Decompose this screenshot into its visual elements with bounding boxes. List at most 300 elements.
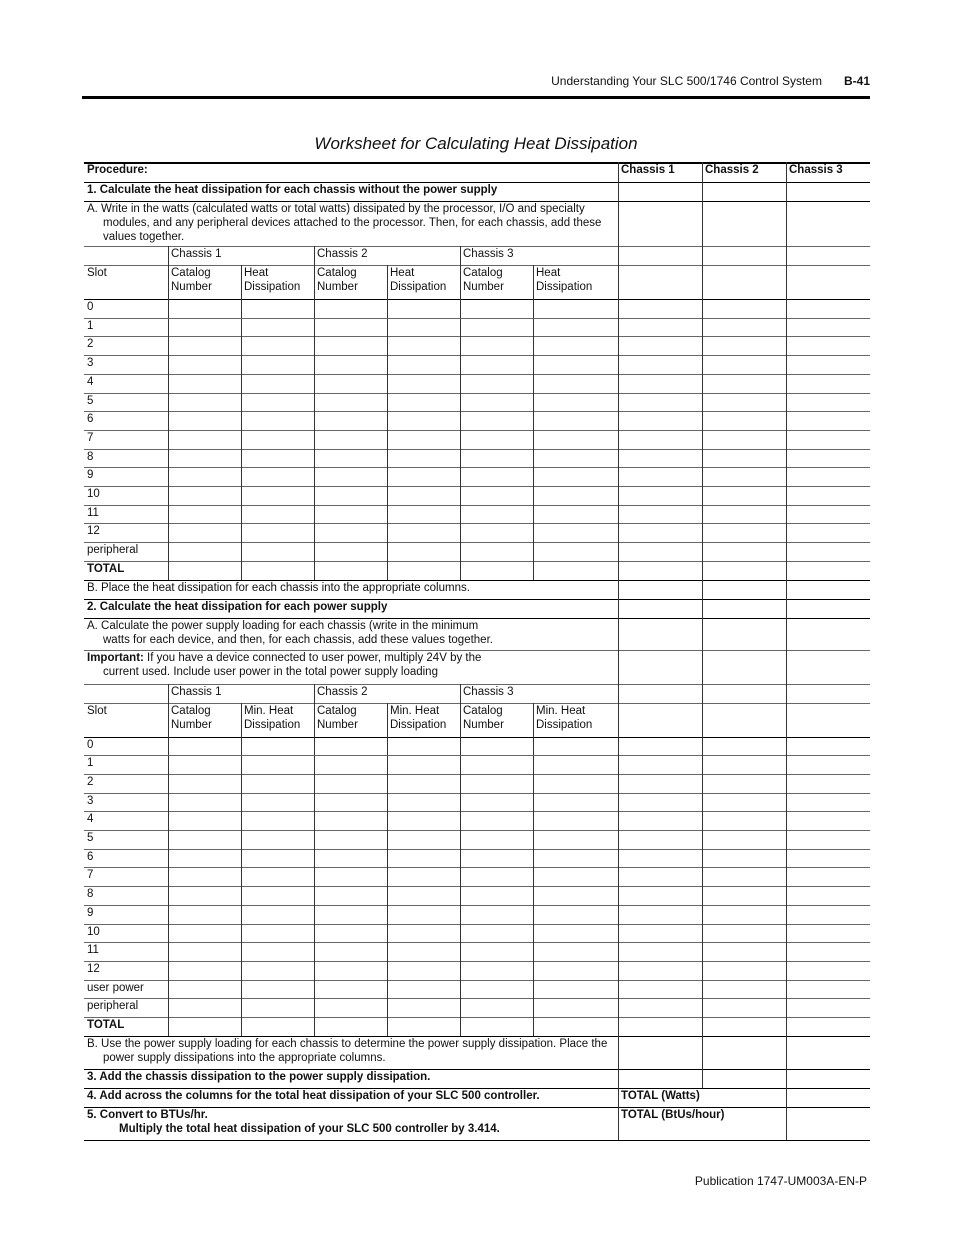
step-2-entry-cell[interactable] xyxy=(460,961,533,980)
step-1-entry-cell[interactable] xyxy=(241,318,314,337)
step-2-slot-row xyxy=(84,961,870,980)
step-2-entry-cell[interactable] xyxy=(387,830,460,849)
step-2-entry-cell[interactable] xyxy=(314,886,387,905)
step-1-entry-cell[interactable] xyxy=(168,523,241,542)
step-2-entry-cell[interactable] xyxy=(314,737,387,756)
step-2-entry-cell[interactable] xyxy=(168,755,241,774)
step-2-column-header-row xyxy=(84,703,870,737)
step-1-entry-cell[interactable] xyxy=(533,449,618,468)
step-1-entry-cell[interactable] xyxy=(314,411,387,430)
chassis-2-header: Chassis 2 xyxy=(705,164,759,176)
step-1-entry-cell[interactable] xyxy=(460,467,533,486)
step-2-slot-label: 0 xyxy=(87,738,94,751)
step-2-entry-cell[interactable] xyxy=(241,998,314,1017)
step-1-entry-cell[interactable] xyxy=(533,430,618,449)
step-2-entry-cell[interactable] xyxy=(460,998,533,1017)
step-1-entry-cell[interactable] xyxy=(314,393,387,412)
step-2-entry-cell[interactable] xyxy=(387,737,460,756)
step-2-entry-cell[interactable] xyxy=(533,942,618,961)
step-2-entry-cell[interactable] xyxy=(460,755,533,774)
step-2-entry-cell[interactable] xyxy=(314,998,387,1017)
step-1-entry-cell[interactable] xyxy=(168,467,241,486)
step-1-entry-cell[interactable] xyxy=(460,411,533,430)
chassis-3-entry-cell[interactable] xyxy=(786,1036,870,1069)
step-1-entry-cell[interactable] xyxy=(533,467,618,486)
step-2-slot-label: 6 xyxy=(87,850,94,863)
important-note xyxy=(84,650,618,684)
step-2-entry-cell[interactable] xyxy=(241,811,314,830)
step-1-slot-label: 11 xyxy=(87,506,99,519)
step-1-entry-cell[interactable] xyxy=(533,318,618,337)
step-1-entry-cell[interactable] xyxy=(460,449,533,468)
step-2-total-label: TOTAL xyxy=(87,1019,125,1031)
step-1-entry-cell[interactable] xyxy=(533,411,618,430)
step-2-entry-cell[interactable] xyxy=(533,905,618,924)
step-2-entry-cell[interactable] xyxy=(314,849,387,868)
step-2-slot-row xyxy=(84,755,870,774)
step-1-total-label: TOTAL xyxy=(87,562,125,575)
step-1-slot-row xyxy=(84,393,870,412)
step-2-entry-cell[interactable] xyxy=(460,849,533,868)
step-2-entry-cell[interactable] xyxy=(533,867,618,886)
step-2-slot-label: 7 xyxy=(87,869,94,882)
step-2-entry-cell[interactable] xyxy=(314,924,387,943)
chassis-1-entry-cell[interactable] xyxy=(618,1069,702,1088)
step-1-entry-cell[interactable] xyxy=(533,374,618,393)
step-1-column-rule xyxy=(460,246,461,580)
step-5-text xyxy=(84,1107,618,1140)
step-2-entry-cell[interactable] xyxy=(168,830,241,849)
step-1-entry-cell[interactable] xyxy=(460,523,533,542)
step-1-entry-cell[interactable] xyxy=(241,355,314,374)
total-btu-entry[interactable] xyxy=(786,1107,870,1140)
step-2-entry-cell[interactable] xyxy=(387,942,460,961)
step-1-entry-cell[interactable] xyxy=(241,449,314,468)
step-1-entry-cell[interactable] xyxy=(387,449,460,468)
step-2-entry-cell[interactable] xyxy=(460,793,533,812)
step-1-entry-cell[interactable] xyxy=(387,374,460,393)
chassis-column-rule xyxy=(786,162,787,1140)
worksheet-title: Worksheet for Calculating Heat Dissipation xyxy=(314,134,638,153)
step-1-entry-cell[interactable] xyxy=(533,505,618,524)
step-1-entry-cell[interactable] xyxy=(460,486,533,505)
step-1-total-entry[interactable] xyxy=(168,561,241,580)
step-2-entry-cell[interactable] xyxy=(168,737,241,756)
step-1-entry-cell[interactable] xyxy=(241,336,314,355)
step-1-entry-cell[interactable] xyxy=(387,430,460,449)
step-1-slot-label: 5 xyxy=(87,394,94,407)
step-1-entry-cell[interactable] xyxy=(241,374,314,393)
step-2-slot-label: peripheral xyxy=(87,1000,139,1013)
step-1-total-entry[interactable] xyxy=(533,561,618,580)
step-2-entry-cell[interactable] xyxy=(533,737,618,756)
chassis-1-entry-cell[interactable] xyxy=(618,580,702,599)
step-1-entry-cell[interactable] xyxy=(387,299,460,318)
step-1-entry-cell[interactable] xyxy=(168,486,241,505)
step-2-entry-cell[interactable] xyxy=(387,755,460,774)
step-4-text: 4. Add across the columns for the total heat dissipation of your SLC 500 controller. xyxy=(87,1089,540,1102)
step-2-entry-cell[interactable] xyxy=(168,811,241,830)
step-2-slot-label: 2 xyxy=(87,775,94,788)
step-2-catalog-number-header: Catalog Number xyxy=(171,704,212,731)
heat-dissipation-worksheet xyxy=(84,162,870,1138)
step-1-entry-cell[interactable] xyxy=(387,505,460,524)
step-2-column-rule xyxy=(460,684,461,1036)
step-2-group-chassis-1: Chassis 1 xyxy=(171,685,222,698)
step-1-entry-cell[interactable] xyxy=(387,355,460,374)
step-2-entry-cell[interactable] xyxy=(168,980,241,999)
step-2-entry-cell[interactable] xyxy=(387,886,460,905)
step-2-slot-row xyxy=(84,886,870,905)
step-1-entry-cell[interactable] xyxy=(460,505,533,524)
chassis-1-entry-cell[interactable] xyxy=(618,1036,702,1069)
step-2-slot-label: 4 xyxy=(87,813,94,826)
step-1-entry-cell[interactable] xyxy=(314,523,387,542)
publication-footer: Publication 1747-UM003A-EN-P xyxy=(694,1174,867,1188)
step-2a-line-1: A. Calculate the power supply loading for each chassis (write in the minimum xyxy=(87,619,479,632)
step-1-entry-cell[interactable] xyxy=(314,374,387,393)
step-2-entry-cell[interactable] xyxy=(314,942,387,961)
step-1b-text: B. Place the heat dissipation for each chassis into the appropriate columns. xyxy=(87,581,470,594)
step-2-entry-cell[interactable] xyxy=(241,886,314,905)
step-1-entry-cell[interactable] xyxy=(241,430,314,449)
step-2-entry-cell[interactable] xyxy=(387,849,460,868)
step-2-entry-cell[interactable] xyxy=(241,867,314,886)
step-2-entry-cell[interactable] xyxy=(241,755,314,774)
step-1-slot-label: 10 xyxy=(87,488,100,500)
step-1-slot-label: 7 xyxy=(87,431,94,444)
step-1-entry-cell[interactable] xyxy=(314,336,387,355)
step-5-line-2: Multiply the total heat dissipation of your SLC 500 controller by 3.414. xyxy=(119,1122,500,1135)
step-1-entry-cell[interactable] xyxy=(387,336,460,355)
step-1-slot-row xyxy=(84,411,870,430)
step-2-entry-cell[interactable] xyxy=(241,737,314,756)
step-1-catalog-number-header: Catalog Number xyxy=(317,267,358,293)
row-rule xyxy=(84,1140,870,1141)
step-2-entry-cell[interactable] xyxy=(387,961,460,980)
step-1-entry-cell[interactable] xyxy=(241,393,314,412)
step-1-slot-row xyxy=(84,486,870,505)
step-2-entry-cell[interactable] xyxy=(241,905,314,924)
step-1-entry-cell[interactable] xyxy=(314,355,387,374)
step-2-catalog-number-header: Catalog Number xyxy=(317,704,358,731)
step-2-heading: 2. Calculate the heat dissipation for each power supply xyxy=(87,600,388,613)
step-2-entry-cell[interactable] xyxy=(314,755,387,774)
step-1-slot-row xyxy=(84,355,870,374)
step-2-entry-cell[interactable] xyxy=(314,774,387,793)
step-1-entry-cell[interactable] xyxy=(314,486,387,505)
step-1-entry-cell[interactable] xyxy=(168,299,241,318)
step-1-entry-cell[interactable] xyxy=(241,523,314,542)
step-2-slot-row xyxy=(84,867,870,886)
step-1-slot-row xyxy=(84,505,870,524)
step-1-slot-row xyxy=(84,523,870,542)
page-header xyxy=(82,74,870,92)
step-2-slot-row xyxy=(84,737,870,756)
step-2b-text: B. Use the power supply loading for each chassis to determine the power supply dissipation. Place the power supply dissipations into the appropriate columns. xyxy=(87,1037,608,1064)
step-1b-row xyxy=(84,580,870,599)
step-2-slot-label: 5 xyxy=(87,832,94,844)
step-2-entry-cell[interactable] xyxy=(460,774,533,793)
step-1-entry-cell[interactable] xyxy=(168,449,241,468)
step-1-group-header-row xyxy=(84,246,870,265)
step-1-entry-cell[interactable] xyxy=(168,318,241,337)
step-2-entry-cell[interactable] xyxy=(460,886,533,905)
chassis-3-entry-cell[interactable] xyxy=(786,1069,870,1088)
step-2-entry-cell[interactable] xyxy=(533,811,618,830)
step-1-entry-cell[interactable] xyxy=(533,299,618,318)
step-2-entry-cell[interactable] xyxy=(460,942,533,961)
step-1-entry-cell[interactable] xyxy=(460,355,533,374)
step-1-heat-dissipation-header: Heat Dissipation xyxy=(390,267,447,293)
step-1-entry-cell[interactable] xyxy=(387,523,460,542)
step-2-entry-cell[interactable] xyxy=(314,793,387,812)
step-1-column-rule xyxy=(533,265,534,580)
step-1-slot-label: 1 xyxy=(87,319,94,332)
step-2a-line-2: watts for each device, and then, for each chassis, add these values together. xyxy=(103,633,493,646)
step-2-entry-cell[interactable] xyxy=(460,737,533,756)
step-3-text: 3. Add the chassis dissipation to the power supply dissipation. xyxy=(87,1070,431,1083)
step-2-slot-row xyxy=(84,849,870,868)
step-2-entry-cell[interactable] xyxy=(168,942,241,961)
step-2-entry-cell[interactable] xyxy=(533,755,618,774)
step-1-heading-row xyxy=(84,182,870,201)
step-2a-row xyxy=(84,618,870,650)
step-2-entry-cell[interactable] xyxy=(168,886,241,905)
step-2-entry-cell[interactable] xyxy=(168,905,241,924)
step-2-entry-cell[interactable] xyxy=(168,867,241,886)
step-1-entry-cell[interactable] xyxy=(314,542,387,561)
step-2-entry-cell[interactable] xyxy=(168,998,241,1017)
step-2-entry-cell[interactable] xyxy=(387,867,460,886)
step-2-total-entry[interactable] xyxy=(533,1017,618,1036)
step-2-total-entry[interactable] xyxy=(241,1017,314,1036)
step-1-slot-header: Slot xyxy=(87,267,107,279)
step-1-entry-cell[interactable] xyxy=(533,336,618,355)
chassis-2-entry-cell[interactable] xyxy=(702,1036,786,1069)
chassis-1-header: Chassis 1 xyxy=(621,164,675,176)
step-1-column-rule xyxy=(387,265,388,580)
step-2-slot-row xyxy=(84,905,870,924)
step-1-entry-cell[interactable] xyxy=(460,374,533,393)
step-1-entry-cell[interactable] xyxy=(460,542,533,561)
step-2-slot-label: 9 xyxy=(87,906,94,919)
step-1-slot-label: 12 xyxy=(87,525,100,538)
step-2-column-rule xyxy=(168,684,169,1036)
step-2-entry-cell[interactable] xyxy=(314,980,387,999)
step-2-entry-cell[interactable] xyxy=(533,980,618,999)
step-2-group-header-row xyxy=(84,684,870,703)
step-2-entry-cell[interactable] xyxy=(533,830,618,849)
step-2-entry-cell[interactable] xyxy=(533,961,618,980)
step-1-entry-cell[interactable] xyxy=(314,430,387,449)
step-2-slot-label: 11 xyxy=(87,944,99,957)
step-1-entry-cell[interactable] xyxy=(314,318,387,337)
step-1-entry-cell[interactable] xyxy=(460,336,533,355)
step-2-entry-cell[interactable] xyxy=(241,961,314,980)
step-2-slot-row xyxy=(84,980,870,999)
step-1-entry-cell[interactable] xyxy=(168,505,241,524)
step-2-entry-cell[interactable] xyxy=(168,774,241,793)
step-2-entry-cell[interactable] xyxy=(314,961,387,980)
important-label: Important: xyxy=(87,651,144,664)
step-1-group-chassis-1: Chassis 1 xyxy=(171,248,222,260)
step-1-entry-cell[interactable] xyxy=(314,449,387,468)
step-2-entry-cell[interactable] xyxy=(314,867,387,886)
chassis-2-entry-cell[interactable] xyxy=(702,580,786,599)
step-1-total-entry[interactable] xyxy=(241,561,314,580)
step-2-total-entry[interactable] xyxy=(168,1017,241,1036)
step-2-entry-cell[interactable] xyxy=(533,774,618,793)
step-1-entry-cell[interactable] xyxy=(387,411,460,430)
step-2-entry-cell[interactable] xyxy=(460,867,533,886)
step-1-entry-cell[interactable] xyxy=(241,505,314,524)
step-2-total-entry[interactable] xyxy=(460,1017,533,1036)
step-2-entry-cell[interactable] xyxy=(314,830,387,849)
step-1-entry-cell[interactable] xyxy=(533,393,618,412)
step-2-heading-row xyxy=(84,599,870,618)
step-2-entry-cell[interactable] xyxy=(460,980,533,999)
step-2-entry-cell[interactable] xyxy=(168,924,241,943)
step-2a-text xyxy=(84,618,618,650)
step-2-entry-cell[interactable] xyxy=(387,793,460,812)
step-2-group-chassis-2: Chassis 2 xyxy=(317,685,368,698)
step-1-catalog-number-header: Catalog Number xyxy=(171,267,212,293)
step-1-entry-cell[interactable] xyxy=(533,486,618,505)
step-1-entry-cell[interactable] xyxy=(168,542,241,561)
step-2-entry-cell[interactable] xyxy=(168,961,241,980)
step-1-entry-cell[interactable] xyxy=(241,411,314,430)
step-1-entry-cell[interactable] xyxy=(387,393,460,412)
step-1-slot-label: 3 xyxy=(87,357,94,370)
step-2-entry-cell[interactable] xyxy=(387,905,460,924)
chassis-column-rule xyxy=(702,162,703,1088)
header-rule xyxy=(82,96,870,99)
step-2-entry-cell[interactable] xyxy=(241,942,314,961)
step-1-entry-cell[interactable] xyxy=(533,355,618,374)
chassis-3-header: Chassis 3 xyxy=(789,164,843,176)
step-1-entry-cell[interactable] xyxy=(241,486,314,505)
important-line-1: If you have a device connected to user power, multiply 24V by the xyxy=(143,651,482,664)
step-1-entry-cell[interactable] xyxy=(168,355,241,374)
step-1-slot-row xyxy=(84,299,870,318)
step-2-entry-cell[interactable] xyxy=(168,793,241,812)
step-2-slot-row xyxy=(84,924,870,943)
step-1-entry-cell[interactable] xyxy=(241,299,314,318)
step-1-entry-cell[interactable] xyxy=(168,430,241,449)
step-1-entry-cell[interactable] xyxy=(387,486,460,505)
step-2-entry-cell[interactable] xyxy=(241,774,314,793)
step-2-entry-cell[interactable] xyxy=(387,980,460,999)
step-1-entry-cell[interactable] xyxy=(241,467,314,486)
chassis-2-entry-cell[interactable] xyxy=(702,1069,786,1088)
step-1-heat-dissipation-header: Heat Dissipation xyxy=(244,267,301,293)
step-2-entry-cell[interactable] xyxy=(387,998,460,1017)
step-1-entry-cell[interactable] xyxy=(241,542,314,561)
step-1-total-row xyxy=(84,561,870,580)
step-1-entry-cell[interactable] xyxy=(168,374,241,393)
step-2-column-rule xyxy=(241,703,242,1036)
step-1-heat-dissipation-header: Heat Dissipation xyxy=(536,267,593,293)
step-2-entry-cell[interactable] xyxy=(533,886,618,905)
step-2-entry-cell[interactable] xyxy=(460,905,533,924)
step-2-entry-cell[interactable] xyxy=(241,793,314,812)
step-2-entry-cell[interactable] xyxy=(387,924,460,943)
step-1-entry-cell[interactable] xyxy=(460,318,533,337)
step-2-entry-cell[interactable] xyxy=(460,924,533,943)
step-2-entry-cell[interactable] xyxy=(241,924,314,943)
step-2-entry-cell[interactable] xyxy=(387,811,460,830)
step-2-entry-cell[interactable] xyxy=(533,998,618,1017)
step-2-slot-row xyxy=(84,774,870,793)
step-3-row xyxy=(84,1069,870,1088)
step-4-row xyxy=(84,1088,870,1107)
step-2-column-rule xyxy=(314,684,315,1036)
step-2-slot-header: Slot xyxy=(87,704,107,717)
step-1-slot-row xyxy=(84,318,870,337)
step-1-entry-cell[interactable] xyxy=(314,467,387,486)
step-2-slot-row xyxy=(84,830,870,849)
step-2-total-entry[interactable] xyxy=(314,1017,387,1036)
step-1-entry-cell[interactable] xyxy=(314,299,387,318)
step-2-entry-cell[interactable] xyxy=(387,774,460,793)
step-2-column-rule xyxy=(387,703,388,1036)
step-1-slot-row xyxy=(84,467,870,486)
step-2-slot-label: 10 xyxy=(87,925,100,938)
step-2-entry-cell[interactable] xyxy=(241,980,314,999)
step-2-catalog-number-header: Catalog Number xyxy=(463,704,504,731)
step-2-entry-cell[interactable] xyxy=(460,830,533,849)
step-2-slot-row xyxy=(84,942,870,961)
step-2-entry-cell[interactable] xyxy=(533,793,618,812)
step-1-entry-cell[interactable] xyxy=(533,523,618,542)
step-2-slot-label: 12 xyxy=(87,962,100,975)
step-1-entry-cell[interactable] xyxy=(314,505,387,524)
step-1-catalog-number-header: Catalog Number xyxy=(463,267,504,293)
important-note-row xyxy=(84,650,870,684)
step-1-slot-row xyxy=(84,336,870,355)
step-2-slot-label: user power xyxy=(87,981,144,994)
step-2-entry-cell[interactable] xyxy=(168,849,241,868)
total-watts-entry[interactable] xyxy=(786,1088,870,1107)
step-1-entry-cell[interactable] xyxy=(387,542,460,561)
step-2-total-entry[interactable] xyxy=(387,1017,460,1036)
step-2-entry-cell[interactable] xyxy=(533,924,618,943)
step-2-entry-cell[interactable] xyxy=(241,830,314,849)
step-1-entry-cell[interactable] xyxy=(460,430,533,449)
step-2-entry-cell[interactable] xyxy=(460,811,533,830)
step-2-entry-cell[interactable] xyxy=(314,811,387,830)
step-1-entry-cell[interactable] xyxy=(168,336,241,355)
step-1-total-entry[interactable] xyxy=(314,561,387,580)
step-1-entry-cell[interactable] xyxy=(387,467,460,486)
step-1-entry-cell[interactable] xyxy=(168,411,241,430)
chassis-3-entry-cell[interactable] xyxy=(786,580,870,599)
step-1-entry-cell[interactable] xyxy=(387,318,460,337)
step-1-slot-label: 9 xyxy=(87,469,94,482)
step-1a-text: A. Write in the watts (calculated watts or total watts) dissipated by the processor, I/O and specialty modules, and any peripheral devices attached to the processor. Then, for each chassis, add these values together. xyxy=(87,203,602,243)
step-2b-row xyxy=(84,1036,870,1069)
step-1-total-entry[interactable] xyxy=(460,561,533,580)
step-1-total-entry[interactable] xyxy=(387,561,460,580)
step-2-entry-cell[interactable] xyxy=(533,849,618,868)
step-1-entry-cell[interactable] xyxy=(460,393,533,412)
step-2-entry-cell[interactable] xyxy=(241,849,314,868)
step-1-entry-cell[interactable] xyxy=(533,542,618,561)
step-2-entry-cell[interactable] xyxy=(314,905,387,924)
step-1-entry-cell[interactable] xyxy=(460,299,533,318)
step-1-entry-cell[interactable] xyxy=(168,393,241,412)
